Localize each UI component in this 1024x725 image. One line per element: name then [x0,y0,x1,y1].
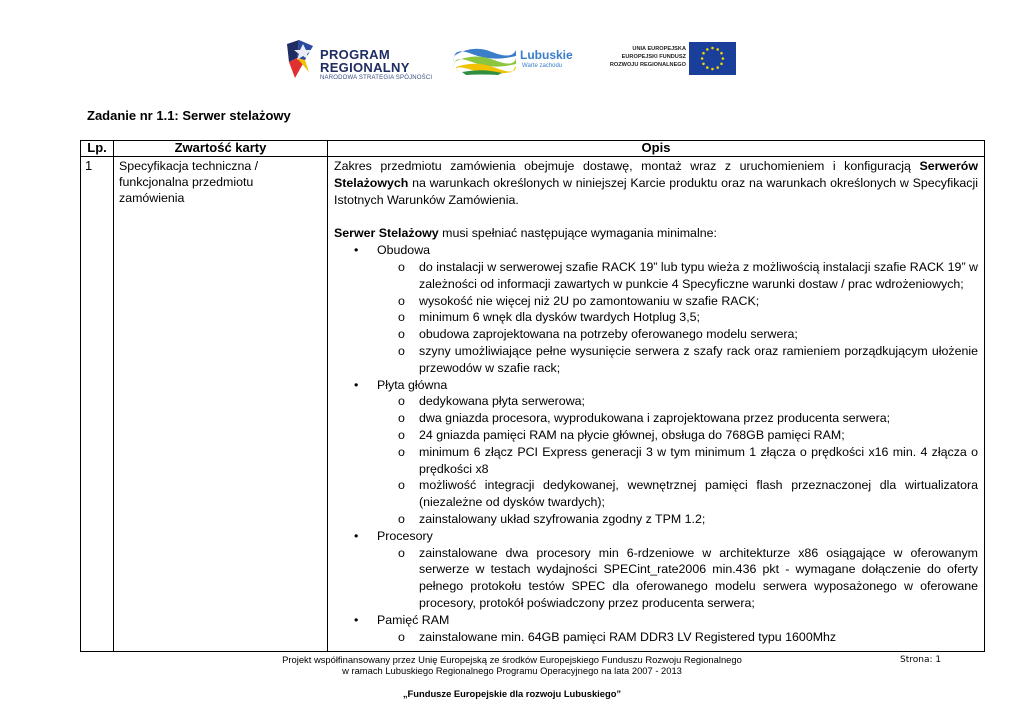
header-logos [0,36,1024,86]
table-header-row [81,141,985,157]
list-item-text: 24 gniazda pamięci RAM na płycie głównej, obsługa do 768GB pamięci RAM; [419,427,845,442]
circle-bullet-icon: o [398,394,405,409]
list-item [334,444,978,478]
list-item [334,410,978,427]
intro-text-a: Zakres przedmiotu zamówienia obejmuje dostawę, montaż wraz z uruchomieniem i konfiguracją [334,159,920,173]
requirement-section-title: Pamięć RAM [377,612,450,627]
list-item-text: wysokość nie więcej niż 2U po zamontowaniu w szafie RACK; [419,293,760,308]
requirement-section [334,612,978,629]
lubuskie-waves-icon [452,42,518,76]
circle-bullet-icon: o [398,427,405,442]
list-item-text: obudowa zaprojektowana na potrzeby oferowanego modelu serwera; [419,327,798,342]
requirement-section-title: Płyta główna [377,377,448,392]
description-intro [334,158,978,208]
requirements-sections [334,242,978,645]
program-logo-line3: NARODOWA STRATEGIA SPÓJNOŚCI [320,75,433,81]
list-item [334,393,978,410]
program-regionalny-emblem-icon [283,38,317,82]
requirement-section-title: Obudowa [377,243,431,258]
program-logo-line1: PROGRAM [320,47,390,62]
header-desc: Opis [328,141,985,157]
list-item-text: zainstalowany układ szyfrowania zgodny z TPM 1.2; [419,511,706,526]
footer-slogan: „Fundusze Europejskie dla rozwoju Lubuskiego” [402,688,622,699]
table-row [81,157,985,652]
row-description [328,157,985,652]
intro-text-c: na warunkach określonych w niniejszej Karcie produktu oraz na warunkach określonych w Specyfikacji Istotnych Warunków Zamówienia. [334,175,978,207]
footer-cofinancing-line: Projekt współfinansowany przez Unię Europejską ze środków Europejskiego Funduszu Rozwoju Regionalnego [282,654,742,665]
ue-logo-line1: UNIA EUROPEJSKA [632,46,686,52]
ue-logo-line2: EUROPEJSKI FUNDUSZ [621,54,686,60]
circle-bullet-icon: o [398,327,405,342]
page-title: Zadanie nr 1.1: Serwer stelażowy [87,108,291,123]
requirement-section [334,377,978,394]
list-item [334,259,978,293]
list-item-text: do instalacji w serwerowej szafie RACK 19” lub typu wieża z możliwością instalacji szafie RACK 19” w zależności od informacji zawartych w punkcie 4 Specyficzne warunki dostaw / prac wdrożeniowych; [419,259,978,291]
requirements-lead-bold: Serwer Stelażowy [334,226,439,241]
list-item [334,343,978,377]
bullet-icon: • [354,243,359,258]
footer-program-line: w ramach Lubuskiego Regionalnego Programu Operacyjnego na lata 2007 - 2013 [342,665,682,676]
description-content [334,158,978,650]
header-name: Zwartość karty [114,141,328,157]
lubuskie-logo [452,42,572,80]
bullet-icon: • [354,377,359,392]
lubuskie-logo-name: Lubuskie [520,48,573,62]
bullet-icon: • [354,612,359,627]
intro-text-bold: Serwerów Stelażowych [334,159,978,190]
unia-europejska-logo [598,42,738,78]
list-item [334,293,978,310]
list-item [334,427,978,444]
list-item-text: dedykowana płyta serwerowa; [419,394,585,409]
specification-table [80,140,985,652]
row-name: Specyfikacja techniczna / funkcjonalna przedmiotu zamówienia [114,157,328,652]
eu-flag-icon [689,42,736,75]
ue-logo-line3: ROZWOJU REGIONALNEGO [609,62,686,68]
circle-bullet-icon: o [398,478,405,493]
circle-bullet-icon: o [398,629,405,644]
requirements-lead [334,225,978,242]
circle-bullet-icon: o [398,293,405,308]
list-item-text: dwa gniazda procesora, wyprodukowana i zaprojektowana przez producenta serwera; [419,411,891,426]
circle-bullet-icon: o [398,545,405,560]
list-item-text: możliwość integracji dedykowanej, wewnętrznej pamięci flash przeznaczonej dla wirtualizatora (niezależne od dysków twardych); [419,478,978,510]
circle-bullet-icon: o [398,411,405,426]
circle-bullet-icon: o [398,343,405,358]
list-item [334,511,978,528]
list-item [334,309,978,326]
list-item-text: zainstalowane dwa procesory min 6-rdzeniowe w architekturze x86 osiągające w oferowanym serwerze w testach wydajności SPECint_rate2006 min.436 pkt - wymagane dołączenie do oferty pełnego protokołu testów SPEC dla oferowanego modelu serwera wyposażonego w oferowane procesory, protokół poświadczony przez producenta serwera; [419,545,978,610]
list-item [334,629,978,646]
requirement-section [334,242,978,259]
circle-bullet-icon: o [398,511,405,526]
program-regionalny-logo [283,38,433,84]
requirements-lead-text: musi spełniać następujące wymagania minimalne: [438,226,717,241]
ue-logo-text [598,45,686,69]
list-item [334,477,978,511]
list-item-text: zainstalowane min. 64GB pamięci RAM DDR3 LV Registered typu 1600Mhz [419,629,837,644]
circle-bullet-icon: o [398,310,405,325]
row-lp: 1 [81,157,114,652]
list-item-text: szyny umożliwiające pełne wysunięcie serwera z szafy rack oraz ramieniem porządkującym ułożenie przewodów w szafie rack; [419,343,978,375]
page-number: Strona: 1 [900,655,942,665]
lubuskie-logo-tagline: Warte zachodu [522,63,563,69]
list-item [334,545,978,612]
requirement-section [334,528,978,545]
circle-bullet-icon: o [398,259,405,274]
program-logo-line2: REGIONALNY [320,60,410,75]
bullet-icon: • [354,528,359,543]
header-lp: Lp. [81,141,114,157]
list-item-text: minimum 6 złącz PCI Express generacji 3 w tym minimum 1 złącza o prędkości x16 min. 4 złącza o prędkości x8 [419,444,978,476]
requirement-section-title: Procesory [377,528,433,543]
list-item [334,326,978,343]
list-item-text: minimum 6 wnęk dla dysków twardych Hotplug 3,5; [419,310,700,325]
circle-bullet-icon: o [398,444,405,459]
